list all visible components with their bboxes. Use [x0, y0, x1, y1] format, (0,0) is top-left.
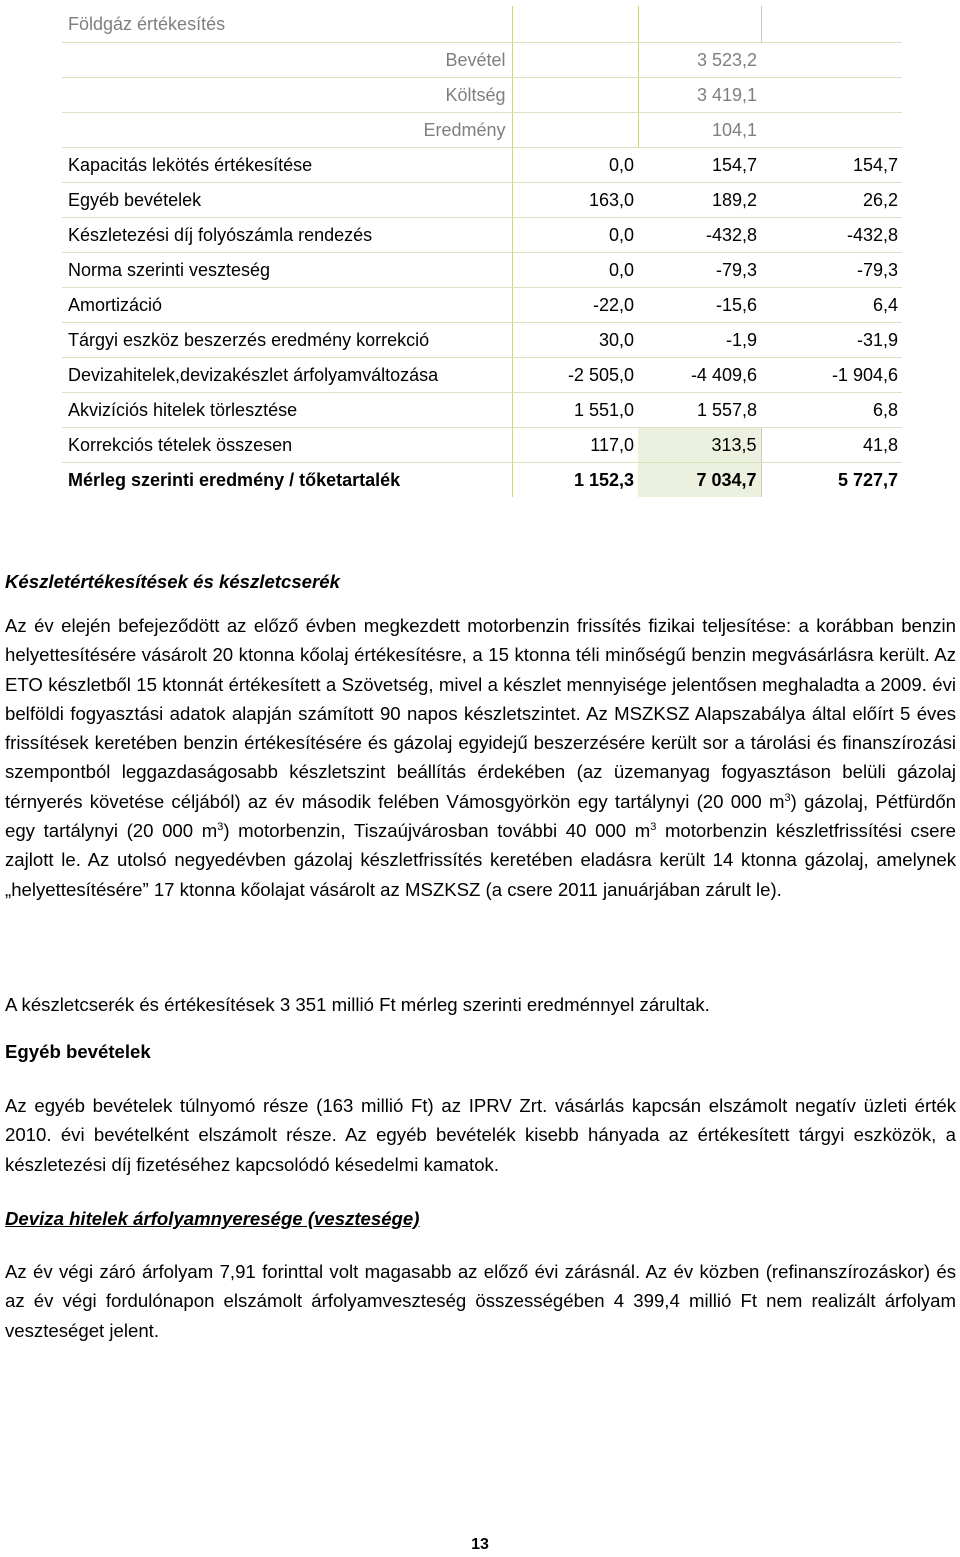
cell-value: -15,6 [638, 288, 761, 323]
paragraph: Az egyéb bevételek túlnyomó része (163 millió Ft) az IPRV Zrt. vásárlás kapcsán elszámolt negatív üzleti érték 2010. évi bevételként elszámolt része. Az egyéb bevételék kisebb hányada az értékesített tárgyi eszközök, a készletezési díj fizetéséhez kapcsolódó késedelmi kamatok. [5, 1095, 956, 1175]
row-label: Egyéb bevételek [62, 183, 512, 218]
cell-value: -4 409,6 [638, 358, 761, 393]
table-row [62, 323, 902, 358]
table-row [62, 148, 902, 183]
row-label: Devizahitelek,devizakészlet árfolyamváltozása [62, 358, 512, 393]
table-row [62, 358, 902, 393]
cell-value: 117,0 [512, 428, 638, 463]
paragraph: A készletcserék és értékesítések 3 351 millió Ft mérleg szerinti eredménnyel zárultak. [5, 994, 710, 1015]
cell-value: 6,8 [761, 393, 902, 428]
cell-value: 3 419,1 [638, 78, 761, 113]
section-heading: Készletértékesítések és készletcserék [5, 571, 340, 592]
table-title: Földgáz értékesítés [62, 6, 512, 43]
paragraph [5, 611, 956, 904]
cell-value: 163,0 [512, 183, 638, 218]
section-heading: Egyéb bevételek [5, 1041, 151, 1062]
row-label: Mérleg szerinti eredmény / tőketartalék [68, 470, 401, 490]
cell-value: 1 557,8 [638, 393, 761, 428]
cell-value: 41,8 [761, 428, 902, 463]
table-row [62, 428, 902, 463]
row-label: Norma szerinti veszteség [62, 253, 512, 288]
row-label: Kapacitás lekötés értékesítése [62, 148, 512, 183]
cell-value: -2 505,0 [512, 358, 638, 393]
cell-value: 3 523,2 [638, 43, 761, 78]
row-label: Tárgyi eszköz beszerzés eredmény korrekció [62, 323, 512, 358]
table-row [62, 113, 902, 148]
table-row [62, 78, 902, 113]
cell-value: 6,4 [761, 288, 902, 323]
cell-value: -1,9 [638, 323, 761, 358]
table-row [62, 253, 902, 288]
cell-value: -31,9 [761, 323, 902, 358]
cell-value: -79,3 [638, 253, 761, 288]
cell-value: -1 904,6 [761, 358, 902, 393]
row-label: Amortizáció [62, 288, 512, 323]
table-row [62, 288, 902, 323]
row-label: Költség [62, 78, 512, 113]
cell-value: 0,0 [512, 148, 638, 183]
superscript: 3 [650, 820, 657, 833]
superscript: 3 [784, 791, 791, 804]
cell-value: 154,7 [761, 148, 902, 183]
cell-value: 0,0 [512, 218, 638, 253]
superscript: 3 [217, 820, 224, 833]
table-title-row [62, 6, 902, 43]
row-label: Készletezési díj folyószámla rendezés [62, 218, 512, 253]
table-total-row [62, 463, 902, 498]
financial-table [62, 6, 902, 497]
paragraph-text: Az év elején befejeződött az előző évben megkezdett motorbenzin frissítés fizikai teljesítése: a korábban benzin helyettesítésére vásárolt 20 ktonna kőolaj értékesítésre, a 15 ktonna téli minőségű benzin megvásárlásra került. Az ETO készletből 15 ktonnát értékesített a Szövetség, mivel a készlet mennyisége jelentősen meghaladta a 2009. évi belföldi fogyasztási adatok alapján számított 90 napos készletszintet. Az MSZKSZ Alapszabálya által előírt 5 éves frissítések keretében benzin értékesítésére és gázolaj egyidejű beszerzésére került sor a tárolási és finanszírozási szempontból leggazdaságosabb készletszint beállítás érdekében (az üzemanyag fogyasztáson belüli gázolaj térnyerés követése céljából) az év második felében Vámosgyörkön egy tartálynyi (20 000 m [5, 615, 956, 812]
cell-value: -432,8 [638, 218, 761, 253]
cell-value: -79,3 [761, 253, 902, 288]
table-row [62, 43, 902, 78]
cell-value: 189,2 [638, 183, 761, 218]
cell-value: 30,0 [512, 323, 638, 358]
table-row [62, 218, 902, 253]
cell-value: -432,8 [761, 218, 902, 253]
cell-value: 26,2 [761, 183, 902, 218]
paragraph: Az év végi záró árfolyam 7,91 forinttal volt magasabb az előző évi zárásnál. Az év közben (refinanszírozáskor) és az év végi fordulónapon elszámolt árfolyamveszteség összességében 4 399,4 millió Ft nem realizált árfolyam veszteséget jelent. [5, 1261, 956, 1341]
cell-value: -22,0 [512, 288, 638, 323]
cell-value: 104,1 [638, 113, 761, 148]
cell-value: 1 551,0 [512, 393, 638, 428]
table-row [62, 393, 902, 428]
paragraph-text: ) gázolaj, Pétfürdőn egy tartálynyi (20 000 m [5, 790, 957, 842]
cell-value: 1 152,3 [512, 463, 638, 498]
table-row [62, 183, 902, 218]
cell-value: 5 727,7 [761, 463, 902, 498]
cell-value: 313,5 [638, 428, 761, 463]
row-label: Korrekciós tételek összesen [62, 428, 512, 463]
row-label: Eredmény [62, 113, 512, 148]
cell-value: 0,0 [512, 253, 638, 288]
section-heading: Deviza hitelek árfolyamnyeresége (vesztesége) [5, 1208, 420, 1229]
paragraph-text: ) motorbenzin, Tiszaújvárosban további 40 000 m [223, 820, 651, 842]
row-label: Bevétel [62, 43, 512, 78]
page-number: 13 [471, 1536, 489, 1553]
cell-value: 154,7 [638, 148, 761, 183]
paragraph-text: motorbenzin készletfrissítési csere zajlott le. Az utolsó negyedévben gázolaj készletfrissítés keretében eladásra került 14 ktonna gázolaj, amelynek „helyettesítésére” 17 ktonna kőolajat vásárolt az MSZKSZ (a csere 2011 januárjában zárult le). [5, 820, 957, 900]
cell-value: 7 034,7 [638, 463, 761, 498]
row-label: Akvizíciós hitelek törlesztése [62, 393, 512, 428]
